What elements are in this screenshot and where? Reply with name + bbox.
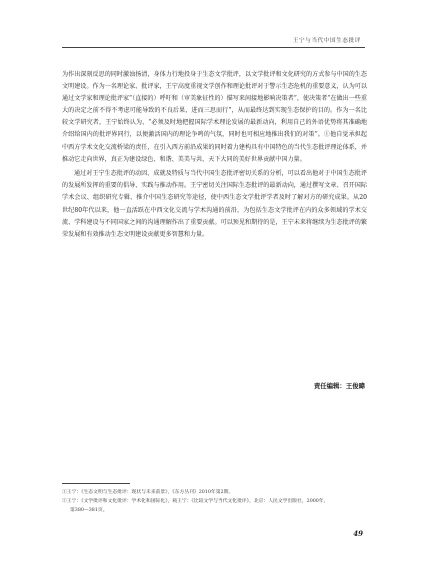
article-body (62, 69, 367, 241)
running-head: 王宁与当代中国生态批评 (292, 38, 361, 44)
footnote: ②王宁：《文学批评和文化批评：学术化和国际化》，载王宁：《比较文学与当代文化批评》，北京：人民文学出版社，2000年， (62, 499, 329, 504)
body-paragraph: 通过对王宁生态批评的动因、成就及特质与当代中国生态批评密切关系的分析，可以看出他对于中国生态批评的发展所发挥的重要的倡导、实践与推动作用。王宁密切关注国际生态批评的最新动向，通过撰写文章、召开国际学术会议、组织研究专辑、推介中国生态研究等途径，使中西生态文学批评学者及时了解对方的研究成果。从20世纪80年代以来，他一直活跃在中西文化交流与学术沟通的前沿，为包括生态文学批评在内的众多领域的学术交流、学科建设与不同国家之间的沟通理解作出了重要贡献。可以预见和期待的是，王宁未来将继续为生态批评的繁荣发展和有效推动生态文明建设贡献更多智慧和力量。 (62, 170, 367, 238)
page-number: 49 (353, 529, 363, 538)
header-rule (62, 47, 365, 48)
footnote-continuation: 第380—381页。 (70, 508, 108, 513)
footnotes (62, 488, 367, 515)
body-paragraph: 为作出深刻反思的同时激浊扬清，身体力行地投身于生态文学批评，以文学批评和文化研究的方式参与中国的生态文明建设。作为一名理论家、批评家，王宁高度重视文学创作和理论批评对于警示生态危机的重要意义，认为可以通过文学家和理论批评家“（直接的）呼吁和（审美象征性的）描写来间接地影响决策者”，使决策者“在做出一些重大的决定之前不得不考虑可能导致的不良后果，进而三思而行”，从而最终达到实现生态保护的目的。作为一名比较文学研究者，王宁始终认为，“必须及时地把握国际学术理论发展的最新动向，利用自己的外语优势将其准确地介绍给国内的批评界同行，以便激活国内的理论争鸣的气氛，同时也可相应地推出我们的对策”。①他自觉承担起中西方学术文化交流桥梁的责任，在引入西方前沿成果的同时着力建构具有中国特色的当代生态批评理论体系，并推动它走向世界，真正为建设绿色、和谐、美美与共、天下大同的美好世界贡献中国力量。 (62, 71, 367, 163)
responsible-editor: 责任编辑：王俊暐 (313, 382, 365, 390)
footnote: ①王宁：《生态文明与生态批评：现状与未来前景》，《东方丛刊》2010年第2期。 (62, 490, 234, 495)
footnote-rule (62, 483, 130, 484)
